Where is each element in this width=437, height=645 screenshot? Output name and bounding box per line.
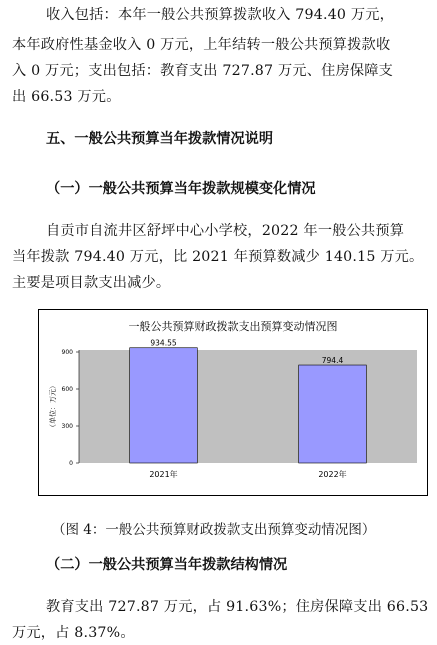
bar-0 xyxy=(130,348,198,463)
subsection-title-1: （一）一般公共预算当年拨款规模变化情况 xyxy=(46,181,316,197)
section-title: 五、一般公共预算当年拨款情况说明 xyxy=(46,131,274,147)
para1-line2: 本年政府性基金收入 0 万元，上年结转一般公共预算拨款收 xyxy=(12,37,391,53)
y-tick-label: 600 xyxy=(61,386,73,393)
para1-line1: 收入包括：本年一般公共预算拨款收入 794.40 万元， xyxy=(46,7,395,23)
chart-title: 一般公共预算财政拨款支出预算变动情况图 xyxy=(128,320,338,333)
x-category-label-0: 2021年 xyxy=(149,470,178,479)
data-label-0: 934.55 xyxy=(150,338,177,348)
figure-caption: （图 4：一般公共预算财政拨款支出预算变动情况图） xyxy=(52,522,376,538)
bar-chart xyxy=(39,310,427,495)
y-tick-label: 0 xyxy=(69,460,73,467)
para1-line4: 出 66.53 万元。 xyxy=(12,89,121,105)
para1-line3: 入 0 万元；支出包括：教育支出 727.87 万元、住房保障支 xyxy=(12,63,394,79)
y-tick-label: 300 xyxy=(61,423,73,430)
para2-line1: 自贡市自流井区舒坪中心小学校，2022 年一般公共预算 xyxy=(46,223,405,239)
y-tick-label: 900 xyxy=(61,349,73,356)
subsection-title-2: （二）一般公共预算当年拨款结构情况 xyxy=(46,557,288,573)
para2-line2: 当年拨款 794.40 万元，比 2021 年预算数减少 140.15 万元。 xyxy=(12,249,424,265)
y-axis-label: （单位：万元） xyxy=(49,382,57,431)
para3-line2: 万元，占 8.37%。 xyxy=(12,625,135,641)
para3-line1: 教育支出 727.87 万元，占 91.63%；住房保障支出 66.53 xyxy=(46,599,429,615)
x-category-label-1: 2022年 xyxy=(318,470,347,479)
para2-line3: 主要是项目款支出减少。 xyxy=(12,275,171,291)
data-label-1: 794.4 xyxy=(321,356,344,366)
chart-container xyxy=(38,309,428,496)
bar-1 xyxy=(299,365,367,463)
